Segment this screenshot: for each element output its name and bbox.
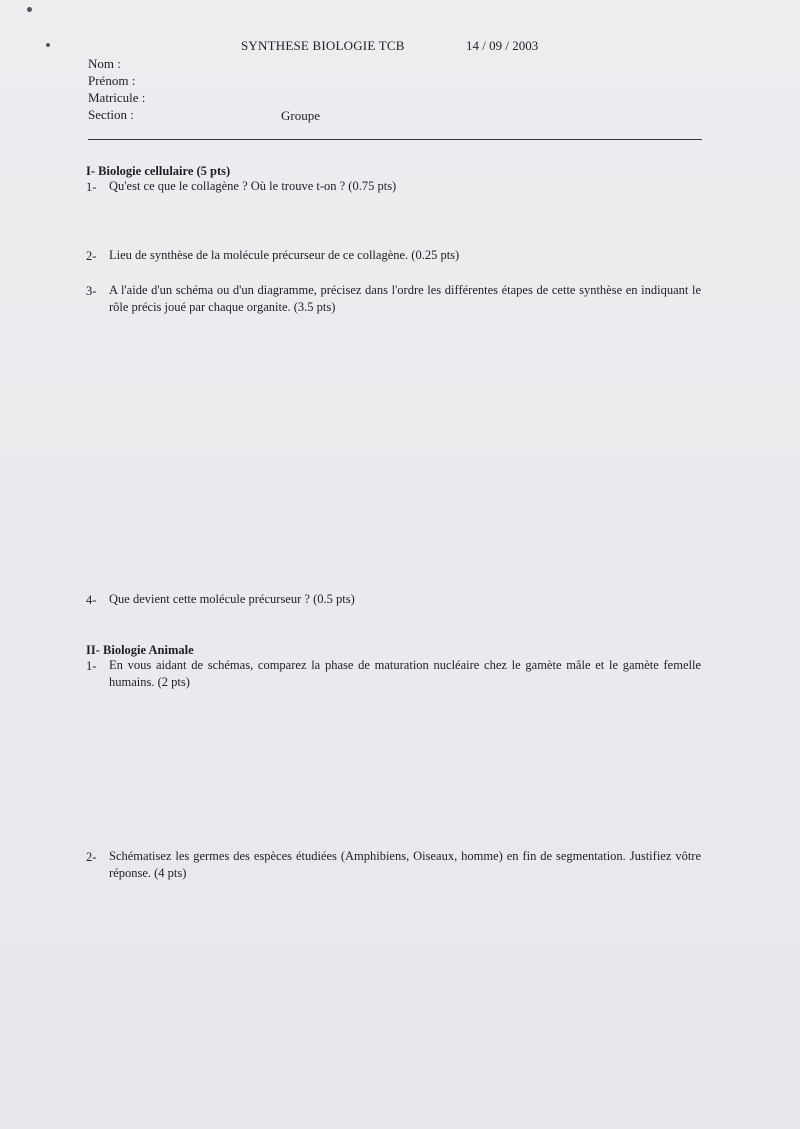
question-number: 1- <box>86 180 97 194</box>
question-text: A l'aide d'un schéma ou d'un diagramme, précisez dans l'ordre les différentes étapes de cette synthèse en indiquant le rôle précis joué par chaque organite. (3.5 pts) <box>109 283 701 314</box>
field-prenom: Prénom : <box>88 73 136 88</box>
field-nom: Nom : <box>88 56 121 71</box>
question-text: Lieu de synthèse de la molécule précurseur de ce collagène. (0.25 pts) <box>109 248 460 262</box>
section-heading-cellular: I- Biologie cellulaire (5 pts) <box>86 164 231 178</box>
question-number: 2- <box>86 249 97 263</box>
staple-mark <box>27 7 32 12</box>
question-number: 4- <box>86 593 97 607</box>
question-number: 2- <box>86 850 97 864</box>
exam-title: SYNTHESE BIOLOGIE TCB <box>241 38 405 53</box>
exam-date: 14 / 09 / 2003 <box>466 38 539 53</box>
question-text: En vous aidant de schémas, comparez la phase de maturation nucléaire chez le gamète mâle et le gamète femelle humains. (2 pts) <box>109 658 701 689</box>
field-matricule: Matricule : <box>88 90 146 105</box>
question-number: 1- <box>86 659 97 673</box>
section-heading-animal: II- Biologie Animale <box>86 643 194 657</box>
header-divider <box>88 139 702 140</box>
question-text: Qu'est ce que le collagène ? Où le trouve t-on ? (0.75 pts) <box>109 179 397 193</box>
question-text: Que devient cette molécule précurseur ? (0.5 pts) <box>109 592 355 606</box>
staple-mark <box>46 43 50 47</box>
question-text: Schématisez les germes des espèces étudiées (Amphibiens, Oiseaux, homme) en fin de segmentation. Justifiez vôtre réponse. (4 pts) <box>109 849 701 880</box>
field-section: Section : <box>88 107 134 122</box>
question-number: 3- <box>86 284 97 298</box>
field-groupe: Groupe <box>281 108 320 123</box>
